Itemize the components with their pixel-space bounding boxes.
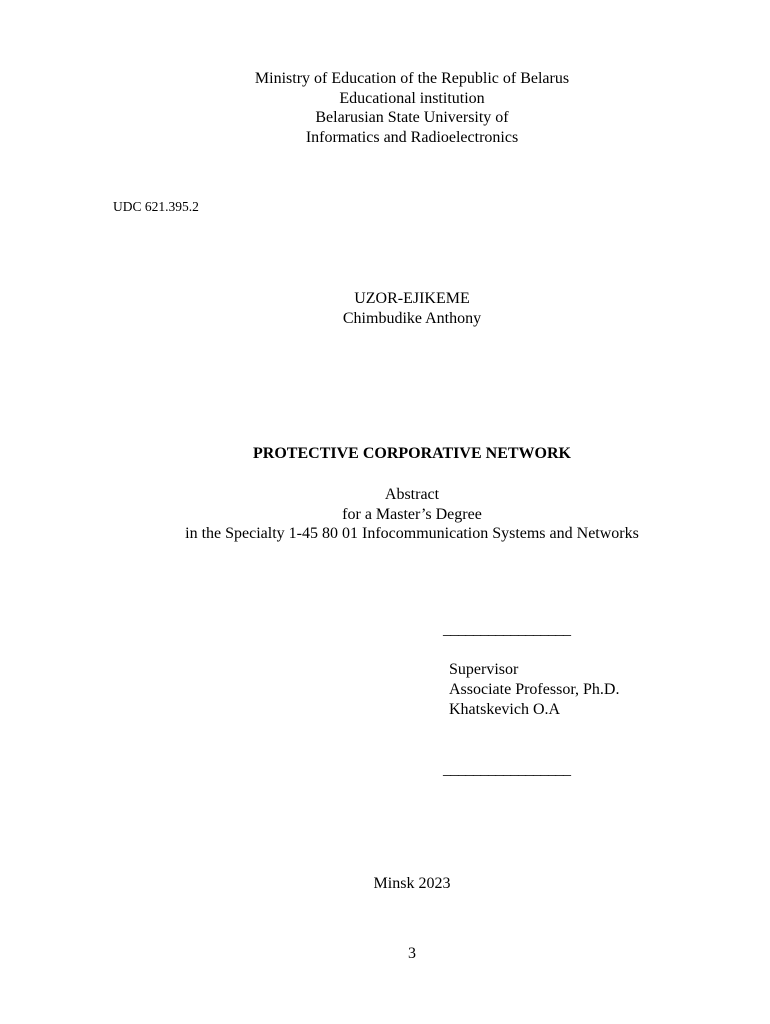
institution-type-line: Educational institution (339, 89, 485, 107)
abstract-label: Abstract (384, 486, 440, 503)
supervisor-position: Associate Professor, Ph.D. (449, 681, 620, 698)
institution-header (0, 69, 770, 147)
city-year: Minsk 2023 (373, 875, 451, 892)
specialty-line: in the Specialty 1-45 80 01 Infocommunication Systems and Networks (185, 525, 639, 542)
author-given-names: Chimbudike Anthony (342, 309, 482, 327)
supervisor-role: Supervisor (449, 661, 519, 678)
thesis-title: PROTECTIVE CORPORATIVE NETWORK (253, 445, 571, 462)
degree-line: for a Master’s Degree (342, 505, 482, 523)
udc-code: UDC 621.395.2 (113, 199, 199, 214)
university-name-line-1: Belarusian State University of (315, 109, 509, 126)
university-name-line-2: Informatics and Radioelectronics (305, 128, 519, 146)
page-number: 3 (408, 945, 416, 962)
author-surname: UZOR-EJIKEME (354, 290, 470, 307)
author-block (0, 289, 770, 328)
signature-line-author: _________________ (443, 621, 571, 638)
abstract-block (0, 485, 770, 544)
ministry-line: Ministry of Education of the Republic of Belarus (254, 70, 570, 87)
supervisor-name: Khatskevich O.A (449, 701, 561, 718)
signature-line-supervisor: _________________ (443, 761, 571, 778)
supervisor-block (449, 660, 619, 720)
